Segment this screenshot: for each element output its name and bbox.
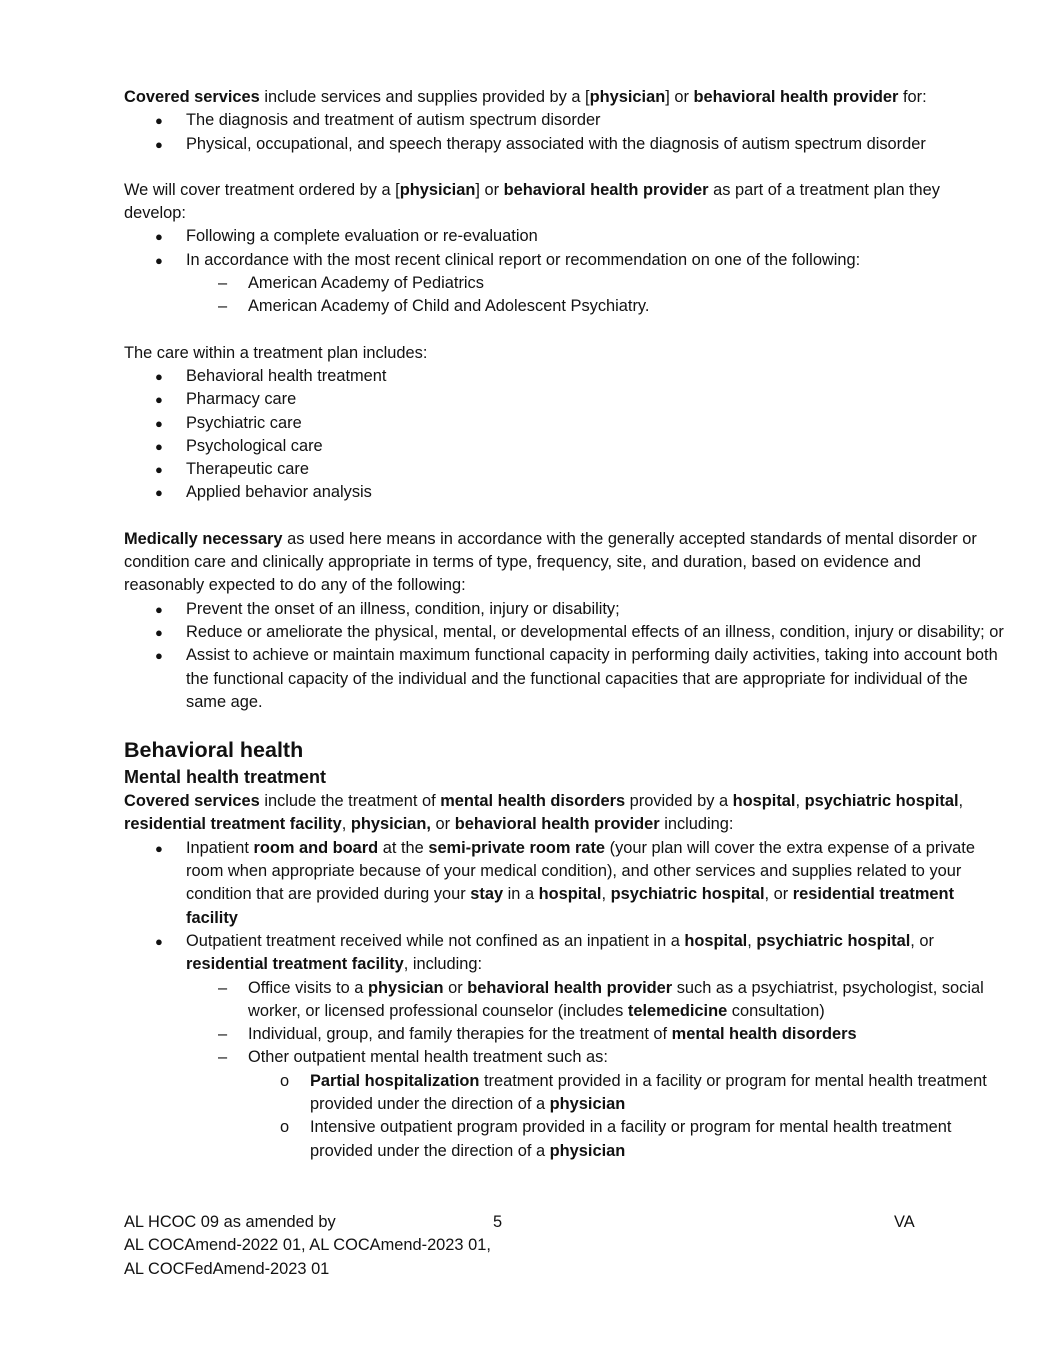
bold-term: psychiatric hospital: [804, 792, 959, 811]
bold-term: mental health disorders: [671, 1025, 857, 1044]
list-item-text: [186, 390, 296, 408]
list-item: [124, 977, 1004, 1024]
list-item: [124, 1116, 1004, 1163]
text-run: ,: [958, 792, 964, 811]
medically-necessary-list: [124, 598, 1004, 714]
bold-term: room and board: [253, 838, 379, 857]
text-run: Psychological care: [186, 436, 323, 455]
dash-icon: –: [218, 1025, 228, 1044]
bold-term: behavioral health provider: [467, 978, 673, 997]
text-run: provided by a: [625, 792, 733, 811]
dash-icon: –: [218, 274, 228, 293]
list-item: [124, 272, 1004, 295]
autism-intro-paragraph: [124, 86, 1004, 109]
text-run: Physical, occupational, and speech therapy associated with the diagnosis of autism spectrum disorder: [186, 134, 926, 153]
list-item-text: [186, 111, 601, 129]
bullet-icon: ●: [155, 415, 163, 431]
bullet-icon: ●: [155, 601, 163, 617]
list-item-text: [186, 367, 386, 385]
list-item: [124, 1046, 1004, 1069]
medically-necessary-paragraph: [124, 528, 1004, 598]
dash-icon: –: [218, 297, 228, 316]
text-run: include services and supplies provided by a [: [259, 88, 590, 106]
bold-term: behavioral health provider: [503, 180, 709, 199]
page-number: 5: [493, 1213, 503, 1231]
dash-icon: –: [218, 1048, 228, 1067]
bold-term: Covered services: [124, 88, 260, 106]
bullet-icon: ●: [155, 624, 163, 640]
list-item-text: [310, 1118, 951, 1159]
list-item: [124, 481, 1004, 504]
bullet-icon: ●: [155, 933, 163, 949]
text-run: American Academy of Child and Adolescent Psychiatry.: [248, 297, 650, 316]
bullet-icon: ●: [155, 840, 163, 856]
text-run: ,: [747, 931, 757, 950]
text-run: at the: [378, 838, 429, 857]
mental-health-intro-paragraph: [124, 790, 1004, 837]
list-item: [124, 435, 1004, 458]
text-run: , or: [764, 885, 793, 904]
bold-term: residential treatment facility: [186, 885, 955, 927]
bold-term: residential treatment facility: [124, 815, 342, 834]
text-run: The diagnosis and treatment of autism spectrum disorder: [186, 111, 601, 130]
text-run: Following a complete evaluation or re-evaluation: [186, 227, 538, 246]
bold-term: hospital: [538, 885, 602, 904]
text-run: Intensive outpatient program provided in a facility or program for mental health treatment provided under the direction of a: [310, 1118, 952, 1160]
bold-term: physician: [549, 1094, 626, 1113]
text-run: as used here means in accordance with the generally accepted standards of mental disorder or condition care and clinically appropriate in terms of type, frequency, site, and duration, based on evidence and reasonably expected to do any of the following:: [124, 529, 977, 595]
bullet-icon: ●: [155, 229, 163, 245]
circle-bullet-icon: o: [280, 1071, 290, 1090]
text-run: Psychiatric care: [186, 413, 302, 432]
list-item-inpatient: [124, 837, 1004, 930]
text-run: The care within a treatment plan includes:: [124, 343, 428, 362]
list-item: [124, 1070, 1004, 1117]
text-run: or: [431, 815, 455, 834]
list-item: [124, 249, 1004, 272]
bold-term: physician: [589, 88, 666, 106]
text-run: ,: [601, 885, 611, 904]
bullet-icon: ●: [155, 462, 163, 478]
list-item-text: [186, 483, 372, 501]
list-item: [124, 388, 1004, 411]
list-item: [124, 295, 1004, 318]
subsection-heading: Mental health treatment: [124, 767, 327, 788]
text-run: for:: [898, 88, 927, 106]
text-run: Therapeutic care: [186, 460, 309, 479]
footer-form-number: [124, 1211, 524, 1281]
text-run: ,: [795, 792, 805, 811]
document-page: [124, 86, 1004, 1163]
bold-term: physician,: [350, 815, 431, 834]
text-run: or: [443, 978, 468, 997]
treatment-plan-paragraph: [124, 179, 1004, 226]
text-run: Outpatient treatment received while not confined as an inpatient in a: [186, 931, 685, 950]
text-run: Reduce or ameliorate the physical, mental, or developmental effects of an illness, condition, injury or disability; or: [186, 622, 1004, 641]
bold-term: behavioral health provider: [693, 88, 899, 106]
bold-term: physician: [549, 1141, 626, 1160]
text-run: Inpatient: [186, 838, 254, 857]
text-run: Applied behavior analysis: [186, 483, 372, 502]
bullet-icon: ●: [155, 648, 163, 664]
bullet-icon: ●: [155, 392, 163, 408]
list-item-text: [186, 623, 1004, 641]
footer-line: AL HCOC 09 as amended by: [124, 1213, 336, 1231]
text-run: treatment provided in a facility or program for mental health treatment provided under the direction of a: [310, 1071, 987, 1113]
section-heading: Behavioral health: [124, 738, 304, 763]
text-run: Office visits to a: [248, 978, 368, 997]
bold-term: Medically necessary: [124, 529, 283, 548]
bold-term: psychiatric hospital: [756, 931, 911, 950]
list-item: [124, 109, 1004, 132]
treatment-plan-list: [124, 225, 1004, 272]
text-run: ] or: [475, 180, 504, 199]
care-plan-paragraph: [124, 342, 1004, 365]
text-run: We will cover treatment ordered by a [: [124, 180, 400, 199]
bold-term: physician: [399, 180, 476, 199]
bold-term: semi-private room rate: [428, 838, 606, 857]
outpatient-sub-list: [124, 977, 1004, 1070]
list-item-text: [186, 135, 926, 153]
text-run: American Academy of Pediatrics: [248, 274, 484, 293]
list-item-text: [186, 600, 620, 618]
text-run: as part of a treatment plan they develop:: [124, 180, 940, 223]
bold-term: physician: [367, 978, 444, 997]
text-run: In accordance with the most recent clinical report or recommendation on one of the following:: [186, 250, 861, 269]
text-run: Prevent the onset of an illness, condition, injury or disability;: [186, 599, 620, 618]
list-item-text: [248, 1048, 608, 1066]
footer-line: AL COCAmend-2022 01, AL COCAmend-2023 01,: [124, 1236, 491, 1255]
text-run: Individual, group, and family therapies for the treatment of: [248, 1025, 672, 1044]
care-plan-list: [124, 365, 1004, 505]
autism-services-list: [124, 109, 1004, 156]
bullet-icon: ●: [155, 368, 163, 384]
text-run: Assist to achieve or maintain maximum functional capacity in performing daily activities, taking into account both the functional capacity of the individual and the functional capacities that are appropriate for individual of the same age.: [186, 646, 998, 711]
list-item-text: [248, 979, 984, 1020]
bold-term: behavioral health provider: [454, 815, 660, 834]
list-item-text: [186, 460, 309, 478]
bold-term: mental health disorders: [440, 792, 626, 811]
circle-bullet-icon: o: [280, 1118, 290, 1137]
list-item-text: [186, 414, 302, 432]
list-item-text: [310, 1072, 987, 1113]
text-run: (your plan will cover the extra expense of a private room when appropriate because of your medical condition), and other services and supplies related to your condition that are provided during your: [186, 838, 975, 904]
list-item: [124, 365, 1004, 388]
bold-term: telemedicine: [627, 1001, 728, 1020]
footer-line: AL COCFedAmend-2023 01: [124, 1259, 330, 1278]
bold-term: Covered services: [124, 792, 260, 811]
bullet-icon: ●: [155, 252, 163, 268]
list-item: [124, 1023, 1004, 1046]
list-item-text: [248, 1025, 857, 1043]
mental-health-list: [124, 837, 1004, 977]
list-item-text: [248, 274, 484, 292]
list-item: [124, 598, 1004, 621]
text-run: ,: [341, 815, 351, 834]
bold-term: Partial hospitalization: [310, 1071, 480, 1090]
list-item-text: [186, 646, 998, 711]
text-run: , including:: [403, 955, 483, 974]
list-item: [124, 412, 1004, 435]
list-item-text: [248, 297, 649, 315]
text-run: consultation): [727, 1001, 825, 1020]
bullet-icon: ●: [155, 485, 163, 501]
list-item-outpatient: [124, 930, 1004, 977]
list-item: [124, 133, 1004, 156]
text-run: Pharmacy care: [186, 390, 297, 409]
academy-list: [124, 272, 1004, 319]
text-run: including:: [659, 815, 734, 834]
bold-term: psychiatric hospital: [610, 885, 765, 904]
bold-term: residential treatment facility: [186, 955, 404, 974]
text-run: such as a psychiatrist, psychologist, social worker, or licensed professional counselor (includes: [248, 978, 984, 1020]
text-run: in a: [503, 885, 539, 904]
bold-term: stay: [470, 885, 504, 904]
text-run: include the treatment of: [259, 792, 441, 811]
bold-term: hospital: [732, 792, 796, 811]
list-item: [124, 225, 1004, 248]
text-run: Behavioral health treatment: [186, 366, 387, 385]
bullet-icon: ●: [155, 113, 163, 129]
list-item: [124, 458, 1004, 481]
bullet-icon: ●: [155, 136, 163, 152]
bullet-icon: ●: [155, 438, 163, 454]
footer-state: VA: [894, 1213, 915, 1231]
bold-term: hospital: [684, 931, 748, 950]
list-item: [124, 644, 1004, 714]
other-outpatient-sub-list: [124, 1070, 1004, 1163]
dash-icon: –: [218, 978, 228, 997]
text-run: , or: [910, 931, 934, 950]
text-run: ] or: [665, 88, 694, 106]
text-run: Other outpatient mental health treatment such as:: [248, 1048, 608, 1067]
list-item-text: [186, 437, 323, 455]
list-item: [124, 621, 1004, 644]
